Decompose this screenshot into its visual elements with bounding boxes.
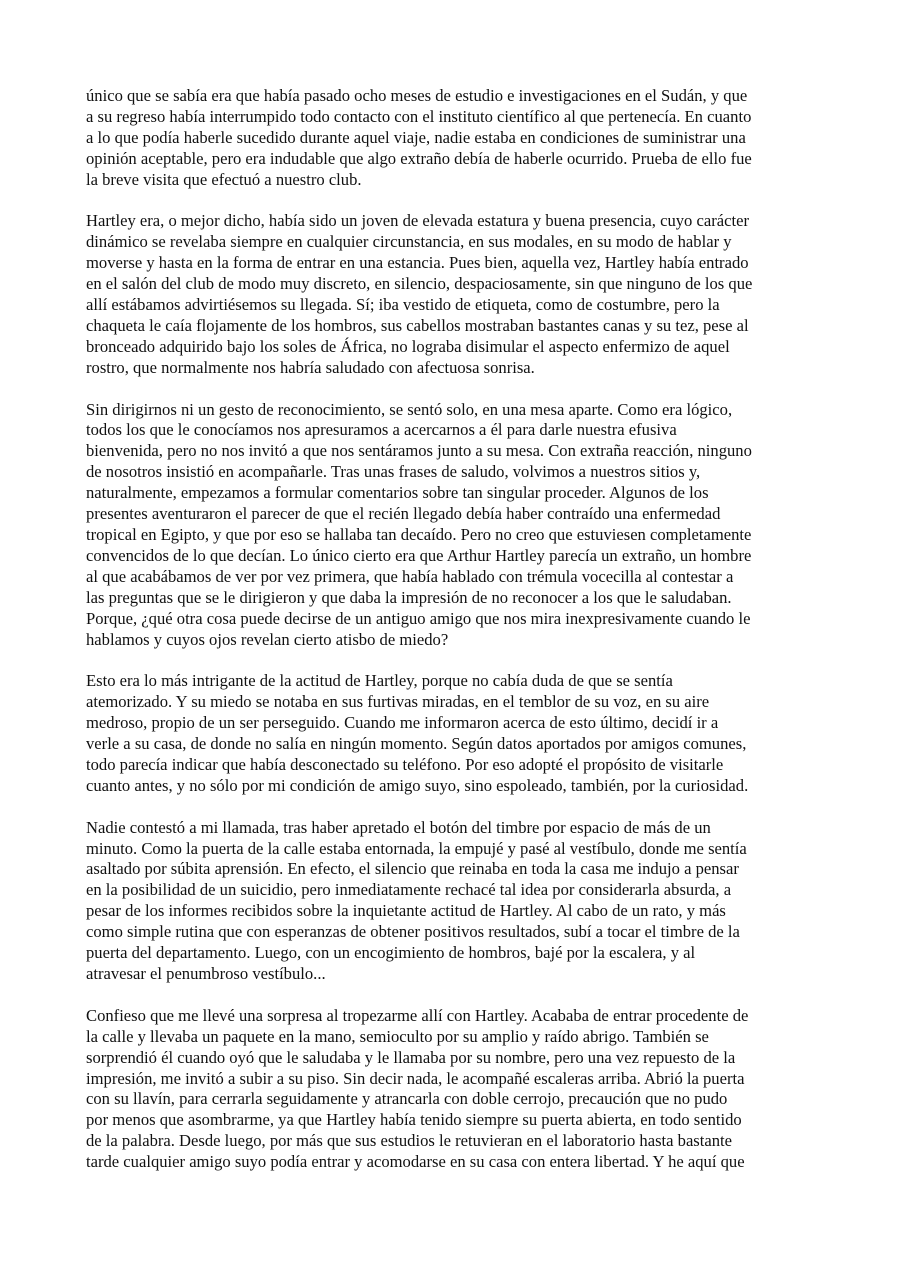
document-page bbox=[86, 86, 821, 1194]
paragraph-6: Confieso que me llevé una sorpresa al tropezarme allí con Hartley. Acababa de entrar procedente de la calle y llevaba un paquete en la mano, semioculto por su amplio y raído abrigo. También se sorprendió él cuando oyó que le saludaba y le llamaba por su nombre, pero una vez repuesto de la impresión, me invitó a subir a su piso. Sin decir nada, le acompañé escaleras arriba. Abrió la puerta con su llavín, para cerrarla seguidamente y atrancarla con doble cerrojo, precaución que no pudo por menos que asombrarme, ya que Hartley había tenido siempre su puerta abierta, en todo sentido de la palabra. Desde luego, por más que sus estudios le retuvieran en el laboratorio hasta bastante tarde cualquier amigo suyo podía entrar y acomodarse en su casa con entera libertad. Y he aquí que bbox=[86, 1005, 749, 1172]
paragraph-4: Esto era lo más intrigante de la actitud de Hartley, porque no cabía duda de que se sentía atemorizado. Y su miedo se notaba en sus furtivas miradas, en el temblor de su voz, en su aire medroso, propio de un ser perseguido. Cuando me informaron acerca de esto último, decidí ir a verle a su casa, de donde no salía en ningún momento. Según datos aportados por amigos comunes, todo parecía indicar que había desconectado su teléfono. Por eso adopté el propósito de visitarle cuanto antes, y no sólo por mi condición de amigo suyo, sino espoleado, también, por la curiosidad. bbox=[86, 671, 749, 795]
paragraph-2: Hartley era, o mejor dicho, había sido un joven de elevada estatura y buena presencia, cuyo carácter dinámico se revelaba siempre en cualquier circunstancia, en sus modales, en su modo de hablar y moverse y hasta en la forma de entrar en una estancia. Pues bien, aquella vez, Hartley había entrado en el salón del club de modo muy discreto, en silencio, despaciosamente, sin que ninguno de los que allí estábamos advirtiésemos su llegada. Sí; iba vestido de etiqueta, como de costumbre, pero la chaqueta le caía flojamente de los hombros, sus cabellos mostraban bastantes canas y su tez, pese al bronceado adquirido bajo los soles de África, no lograba disimular el aspecto enfermizo de aquel rostro, que normalmente nos habría saludado con afectuosa sonrisa. bbox=[86, 211, 753, 377]
paragraph-1: único que se sabía era que había pasado ocho meses de estudio e investigaciones en el Sudán, y que a su regreso había interrumpido todo contacto con el instituto científico al que pertenecía. En cuanto a lo que podía haberle sucedido durante aquel viaje, nadie estaba en condiciones de suministrar una opinión aceptable, pero era indudable que algo extraño debía de haberle ocurrido. Prueba de ello fue la breve visita que efectuó a nuestro club. bbox=[86, 86, 752, 189]
paragraph-3: Sin dirigirnos ni un gesto de reconocimiento, se sentó solo, en una mesa aparte. Como era lógico, todos los que le conocíamos nos apresuramos a acercarnos a él para darle nuestra efusiva bienvenida, pero no nos invitó a que nos sentáramos junto a su mesa. Con extraña reacción, ninguno de nosotros insistió en acompañarle. Tras unas frases de saludo, volvimos a nuestros sitios y, naturalmente, empezamos a formular comentarios sobre tan singular proceder. Algunos de los presentes aventuraron el parecer de que el recién llegado debía haber contraído una enfermedad tropical en Egipto, y que por eso se hallaba tan decaído. Pero no creo que estuviesen completamente convencidos de lo que decían. Lo único cierto era que Arthur Hartley parecía un extraño, un hombre al que acabábamos de ver por vez primera, que había hablado con trémula vocecilla al contestar a las preguntas que se le dirigieron y que daba la impresión de no reconocer a los que le saludaban. Porque, ¿qué otra cosa puede decirse de un antiguo amigo que nos mira inexpresivamente cuando le hablamos y cuyos ojos revelan cierto atisbo de miedo? bbox=[86, 399, 752, 649]
paragraph-5: Nadie contestó a mi llamada, tras haber apretado el botón del timbre por espacio de más de un minuto. Como la puerta de la calle estaba entornada, la empujé y pasé al vestíbulo, donde me sentía asaltado por súbita aprensión. En efecto, el silencio que reinaba en toda la casa me indujo a pensar en la posibilidad de un suicidio, pero inmediatamente rechacé tal idea por considerarla absurda, a pesar de los informes recibidos sobre la inquietante actitud de Hartley. Al cabo de un rato, y más como simple rutina que con esperanzas de obtener positivos resultados, subí a tocar el timbre de la puerta del departamento. Luego, con un encogimiento de hombros, bajé por la escalera, y al atravesar el penumbroso vestíbulo... bbox=[86, 817, 747, 983]
